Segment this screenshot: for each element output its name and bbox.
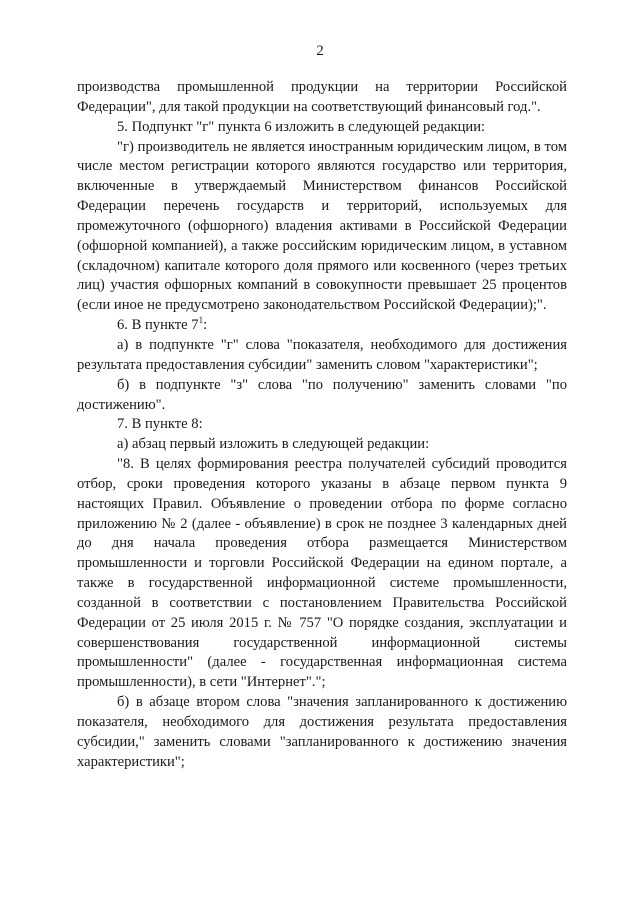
page-number: 2	[316, 43, 324, 59]
document-body	[77, 78, 567, 773]
paragraph-subitem-g: "г) производитель не является иностранным юридическим лицом, в том числе местом регистрации которого являются государство или территория, включенные в утверждаемый Министерством финансов Российской Федерации перечень государств и территорий, используемых для промежуточного (офшорного) владения активами в Российской Федерации (офшорной компанией), а также российским юридическим лицом, в уставном (складочном) капитале которого доля прямого или косвенного (через третьих лиц) участия офшорных компаний в совокупности превышает 25 процентов (если иное не предусмотрено законодательством Российской Федерации);".	[77, 138, 567, 314]
paragraph-item-6-a: а) в подпункте "г" слова "показателя, необходимого для достижения результата предоставления субсидии" заменить словом "характеристики";	[77, 336, 567, 373]
paragraph-item-8-quote: "8. В целях формирования реестра получателей субсидий проводится отбор, сроки проведения которого указаны в абзаце первом пункта 9 настоящих Правил. Объявление о проведении отбора по форме согласно приложению № 2 (далее - объявление) в срок не позднее 3 календарных дней до дня начала проведения отбора размещается Министерством промышленности и торговли Российской Федерации на едином портале, а также в государственной информационной системе промышленности, созданной в соответствии с постановлением Правительства Российской Федерации от 25 июля 2015 г. № 757 "О порядке создания, эксплуатации и совершенствования государственной информационной системы промышленности" (далее - государственная информационная система промышленности), в сети "Интернет".";	[77, 456, 567, 691]
paragraph-item-7: 7. В пункте 8:	[117, 416, 203, 433]
paragraph-item-7-a: а) абзац первый изложить в следующей редакции:	[117, 436, 430, 453]
paragraph-item-6	[77, 316, 567, 336]
superscript-one: 1	[198, 315, 204, 326]
paragraph-item-5: 5. Подпункт "г" пункта 6 изложить в следующей редакции:	[117, 118, 486, 135]
paragraph-item-7-b: б) в абзаце втором слова "значения запланированного к достижению показателя, необходимого для достижения результата предоставления субсидии," заменить словами "запланированного к достижению значения характеристики";	[77, 694, 567, 770]
paragraph-item-6-b: б) в подпункте "з" слова "по получению" заменить словами "по достижению".	[77, 376, 567, 413]
paragraph-continuation: производства промышленной продукции на территории Российской Федерации", для такой продукции на соответствующий финансовый год.".	[77, 79, 567, 115]
paragraph-item-6-text: 6. В пункте 7	[117, 317, 199, 334]
paragraph-item-6-colon: :	[203, 317, 208, 334]
